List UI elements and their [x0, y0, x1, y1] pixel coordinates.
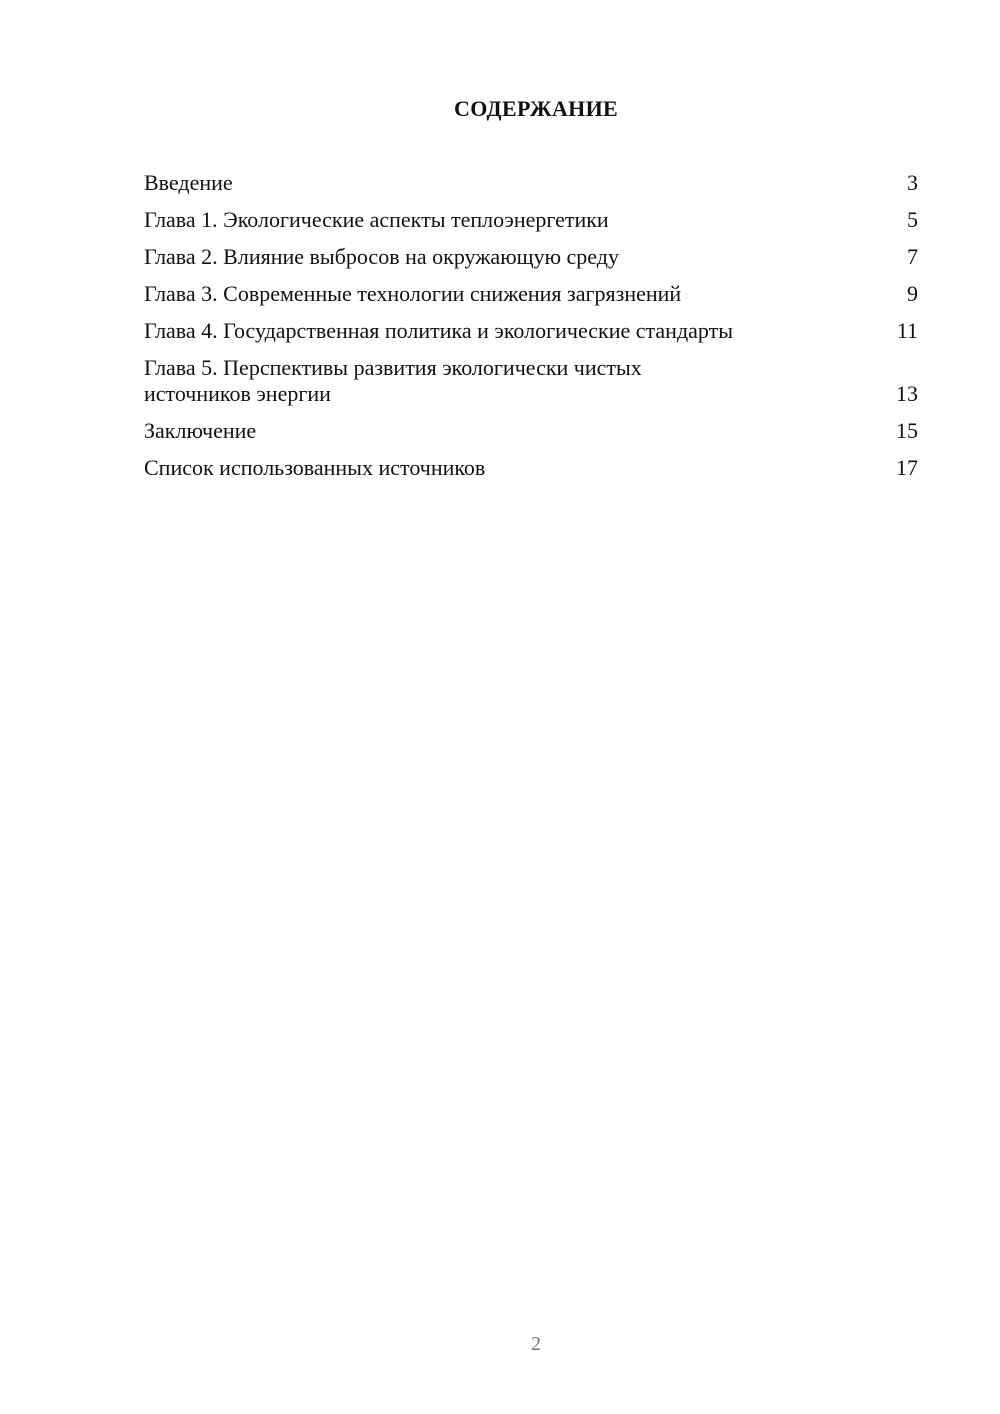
- toc-item-page: 9: [907, 281, 918, 306]
- toc-item-label: Список использованных источников: [144, 455, 486, 480]
- toc-item-label: Введение: [144, 170, 233, 195]
- toc-item-label: Глава 1. Экологические аспекты теплоэнергетики: [144, 207, 609, 232]
- toc-item-page: 13: [896, 381, 918, 406]
- toc-item-conclusion: [144, 418, 918, 444]
- toc-item-label: Глава 5. Перспективы развития экологически чистых источников энергии: [144, 355, 642, 406]
- toc-item-page: 17: [896, 455, 918, 480]
- toc-item-page: 7: [907, 244, 918, 269]
- toc-item-label: Заключение: [144, 418, 257, 443]
- toc-item-chapter-3: [144, 281, 918, 307]
- toc-item-chapter-4: [144, 318, 918, 344]
- toc-item-chapter-2: [144, 244, 918, 270]
- page-title: СОДЕРЖАНИЕ: [454, 96, 618, 121]
- toc-item-label: Глава 2. Влияние выбросов на окружающую среду: [144, 244, 619, 269]
- toc-item-page: 5: [907, 207, 918, 232]
- page-number: 2: [531, 1333, 541, 1355]
- toc-item-page: 11: [896, 318, 918, 343]
- toc-item-chapter-1: [144, 207, 918, 233]
- table-of-contents: [144, 170, 918, 492]
- toc-item-label: Глава 3. Современные технологии снижения загрязнений: [144, 281, 682, 306]
- toc-item-page: 3: [907, 170, 918, 195]
- toc-item-references: [144, 455, 918, 481]
- toc-item-page: 15: [896, 418, 918, 443]
- toc-item-chapter-5: [144, 355, 918, 407]
- toc-item-label: Глава 4. Государственная политика и экологические стандарты: [144, 318, 734, 343]
- toc-item-introduction: [144, 170, 918, 196]
